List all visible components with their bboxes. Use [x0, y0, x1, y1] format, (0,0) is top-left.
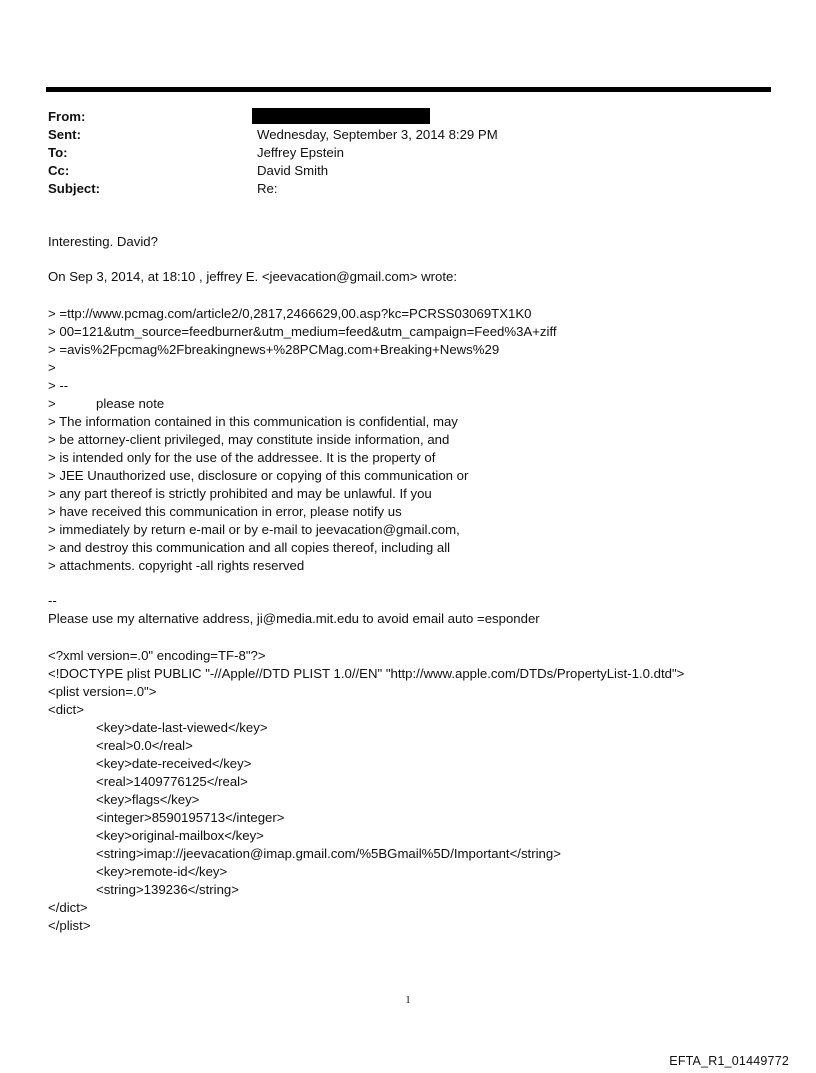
disclaimer-line: > immediately by return e-mail or by e-mail to jeevacation@gmail.com, [48, 522, 460, 537]
plist-open: <plist version=.0"> [48, 684, 157, 699]
to-value: Jeffrey Epstein [257, 145, 344, 160]
please-note-prefix: > [48, 396, 56, 411]
quoted-line: > -- [48, 378, 69, 393]
plist-entry: <integer>8590195713</integer> [96, 810, 285, 825]
from-label: From: [48, 109, 86, 124]
quoted-line: > [48, 360, 56, 375]
reply-text: Interesting. David? [48, 234, 158, 249]
plist-entry: <key>flags</key> [96, 792, 200, 807]
disclaimer-line: > any part thereof is strictly prohibited and may be unlawful. If you [48, 486, 432, 501]
to-row [48, 144, 344, 162]
plist-doctype: <!DOCTYPE plist PUBLIC "-//Apple//DTD PLIST 1.0//EN" "http://www.apple.com/DTDs/PropertyList-1.0.dtd"> [48, 666, 685, 681]
disclaimer-line: > attachments. copyright -all rights reserved [48, 558, 305, 573]
plist-close: </plist> [48, 918, 91, 933]
signature-text: Please use my alternative address, ji@media.mit.edu to avoid email auto =esponder [48, 611, 540, 626]
cc-label: Cc: [48, 163, 70, 178]
plist-entry: <key>date-received</key> [96, 756, 252, 771]
from-row [48, 108, 85, 126]
disclaimer-line: > have received this communication in error, please notify us [48, 504, 402, 519]
dict-open: <dict> [48, 702, 84, 717]
page-number: 1 [405, 994, 411, 1006]
disclaimer-line: > be attorney-client privileged, may constitute inside information, and [48, 432, 450, 447]
sent-value: Wednesday, September 3, 2014 8:29 PM [257, 127, 498, 142]
plist-xml-decl: <?xml version=.0" encoding=TF-8"?> [48, 648, 266, 663]
plist-entry: <string>imap://jeevacation@imap.gmail.com/%5BGmail%5D/Important</string> [96, 846, 561, 861]
plist-entry: <key>original-mailbox</key> [96, 828, 264, 843]
plist-entry: <key>date-last-viewed</key> [96, 720, 268, 735]
to-label: To: [48, 145, 68, 160]
sent-label: Sent: [48, 127, 81, 142]
disclaimer-line: > The information contained in this communication is confidential, may [48, 414, 458, 429]
redacted-sender [252, 108, 430, 124]
disclaimer-line: > and destroy this communication and all copies thereof, including all [48, 540, 451, 555]
cc-value: David Smith [257, 163, 329, 178]
bates-number: EFTA_R1_01449772 [669, 1054, 789, 1068]
quoted-line: > =ttp://www.pcmag.com/article2/0,2817,2466629,00.asp?kc=PCRSS03069TX1K0 [48, 306, 532, 321]
dict-close: </dict> [48, 900, 88, 915]
attribution-line: On Sep 3, 2014, at 18:10 , jeffrey E. <jeevacation@gmail.com> wrote: [48, 269, 457, 284]
header-rule [46, 87, 771, 92]
quoted-line: > 00=121&utm_source=feedburner&utm_medium=feed&utm_campaign=Feed%3A+ziff [48, 324, 557, 339]
subject-label: Subject: [48, 181, 101, 196]
plist-entry: <key>remote-id</key> [96, 864, 228, 879]
disclaimer-line: > is intended only for the use of the addressee. It is the property of [48, 450, 436, 465]
please-note-text: please note [96, 396, 165, 411]
subject-row [48, 180, 278, 198]
signature-dash: -- [48, 593, 57, 608]
plist-entry: <real>1409776125</real> [96, 774, 248, 789]
please-note-line [48, 395, 164, 413]
disclaimer-line: > JEE Unauthorized use, disclosure or copying of this communication or [48, 468, 469, 483]
plist-entry: <real>0.0</real> [96, 738, 193, 753]
plist-entry: <string>139236</string> [96, 882, 239, 897]
cc-row [48, 162, 329, 180]
quoted-line: > =avis%2Fpcmag%2Fbreakingnews+%28PCMag.com+Breaking+News%29 [48, 342, 500, 357]
subject-value: Re: [257, 181, 278, 196]
sent-row [48, 126, 498, 144]
